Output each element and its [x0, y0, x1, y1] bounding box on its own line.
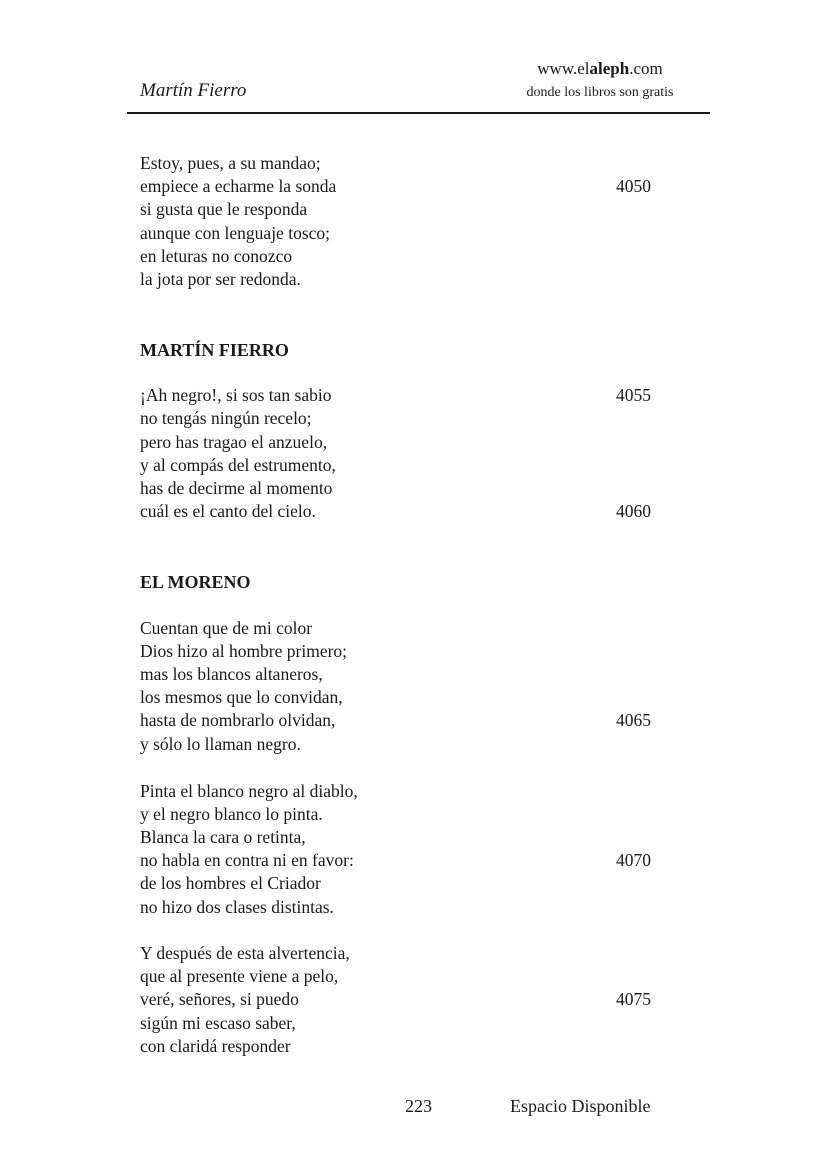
verse-line: sigún mi escaso saber, [140, 1013, 296, 1033]
site-url[interactable] [500, 58, 700, 80]
speaker-heading: MARTÍN FIERRO [140, 340, 289, 360]
verse-line: en leturas no conozco [140, 246, 293, 266]
speaker-heading: EL MORENO [140, 572, 251, 592]
verse-line: Pinta el blanco negro al diablo, [140, 781, 358, 801]
verse-line: Cuentan que de mi color [140, 618, 313, 638]
site-url-bold: aleph [589, 59, 630, 78]
verse-line: pero has tragao el anzuelo, [140, 432, 328, 452]
site-url-suffix: .com [629, 59, 663, 78]
footer-label: Espacio Disponible [510, 1096, 651, 1116]
line-number: 4075 [616, 989, 651, 1009]
verse-line: y el negro blanco lo pinta. [140, 804, 323, 824]
verse-line: los mesmos que lo convidan, [140, 687, 343, 707]
verse-line: has de decirme al momento [140, 478, 333, 498]
verse-line: hasta de nombrarlo olvidan, [140, 710, 336, 730]
verse-line: de los hombres el Criador [140, 873, 321, 893]
line-number: 4055 [616, 385, 651, 405]
line-number: 4070 [616, 850, 651, 870]
verse-line: que al presente viene a pelo, [140, 966, 339, 986]
verse-line: ¡Ah negro!, si sos tan sabio [140, 385, 332, 405]
verse-line: y sólo lo llaman negro. [140, 734, 301, 754]
line-number: 4060 [616, 501, 651, 521]
verse-line: no hizo dos clases distintas. [140, 897, 334, 917]
verse-line: veré, señores, si puedo [140, 989, 299, 1009]
line-number: 4050 [616, 176, 651, 196]
verse-line: Estoy, pues, a su mandao; [140, 153, 321, 173]
verse-line: Blanca la cara o retinta, [140, 827, 306, 847]
verse-line: con claridá responder [140, 1036, 291, 1056]
verse-line: aunque con lenguaje tosco; [140, 223, 331, 243]
verse-line: empiece a echarme la sonda [140, 176, 337, 196]
header-divider [127, 112, 710, 114]
verse-line: no habla en contra ni en favor: [140, 850, 354, 870]
line-number: 4065 [616, 710, 651, 730]
verse-line: Dios hizo al hombre primero; [140, 641, 348, 661]
site-tagline: donde los libros son gratis [526, 85, 674, 100]
verse-line: si gusta que le responda [140, 199, 308, 219]
verse-line: cuál es el canto del cielo. [140, 501, 316, 521]
book-title: Martín Fierro [140, 80, 247, 101]
site-url-prefix: www.el [537, 59, 590, 78]
verse-line: no tengás ningún recelo; [140, 408, 312, 428]
verse-line: Y después de esta alvertencia, [140, 943, 350, 963]
verse-line: mas los blancos altaneros, [140, 664, 323, 684]
verse-line: la jota por ser redonda. [140, 269, 301, 289]
verse-line: y al compás del estrumento, [140, 455, 336, 475]
page-number: 223 [405, 1096, 432, 1116]
